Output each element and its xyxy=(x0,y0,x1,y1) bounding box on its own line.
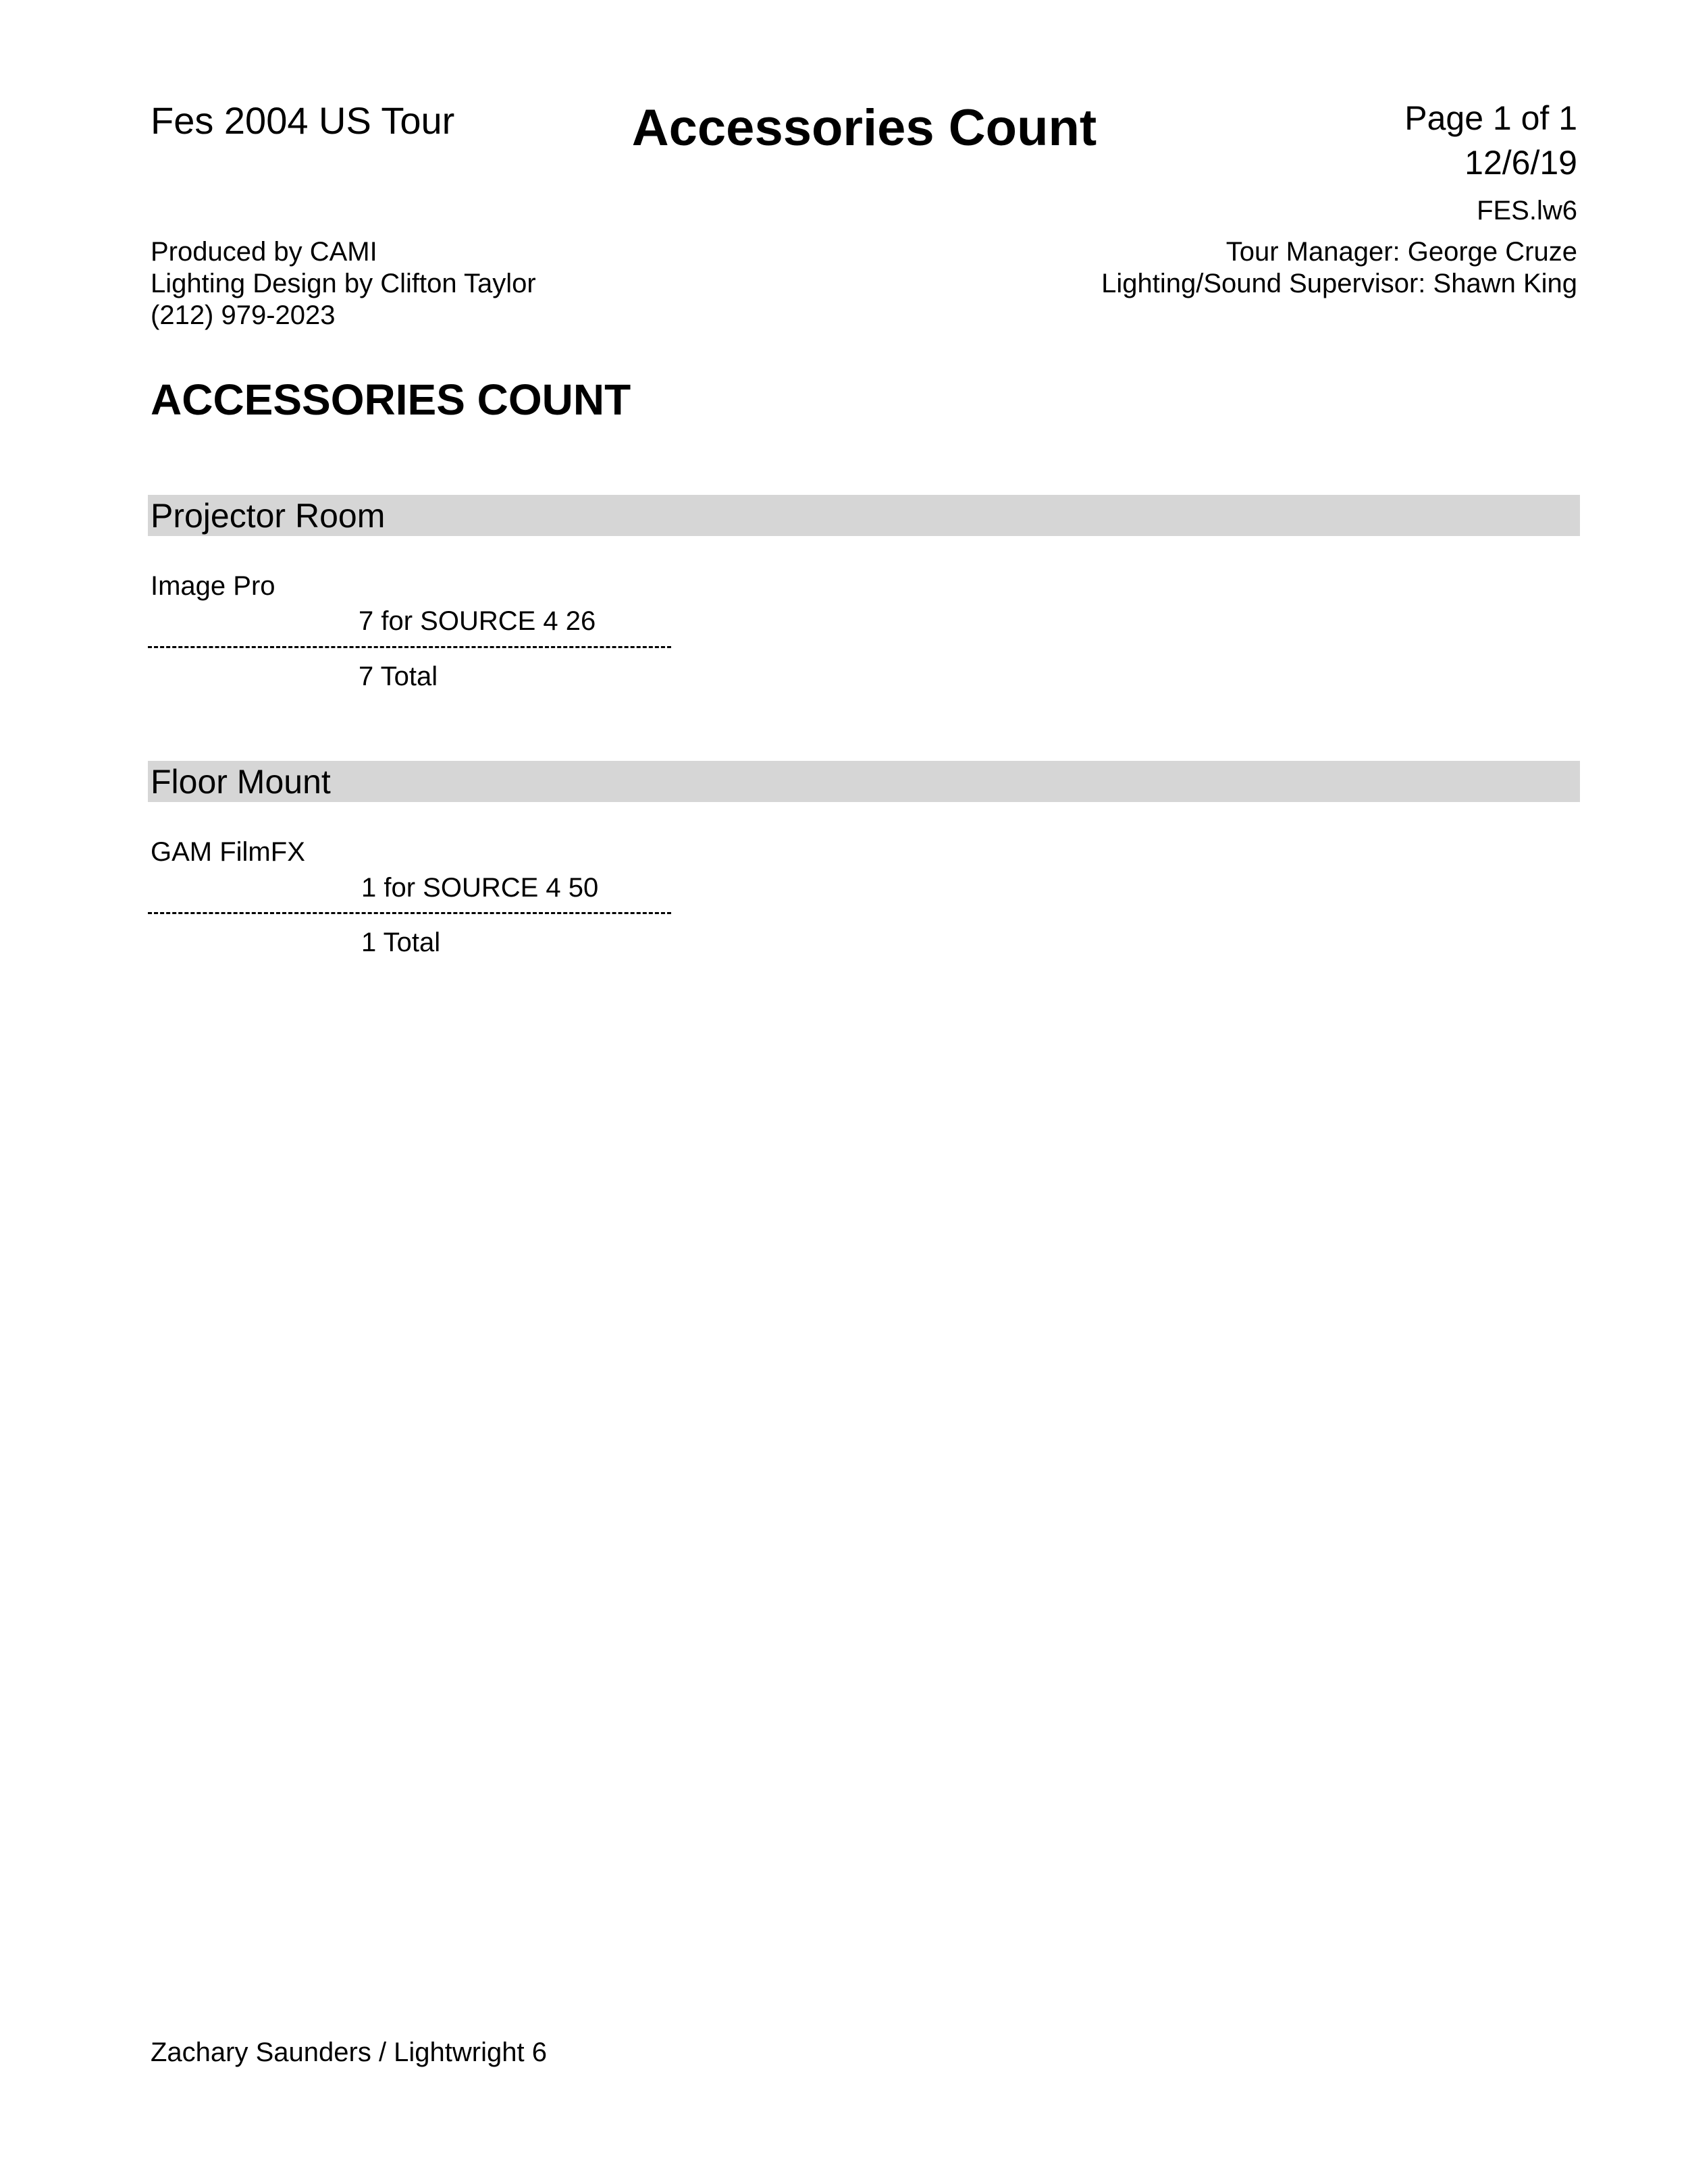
section-title: ACCESSORIES COUNT xyxy=(151,375,631,424)
show-title: Fes 2004 US Tour xyxy=(151,99,455,142)
accessory-count-line: 7 for SOURCE 4 26 xyxy=(359,606,596,636)
accessory-count-line: 1 for SOURCE 4 50 xyxy=(361,873,599,903)
accessory-total: 1 Total xyxy=(361,928,441,957)
group-name: Projector Room xyxy=(151,497,386,535)
report-title: Accessories Count xyxy=(631,99,1097,157)
phone-line: (212) 979-2023 xyxy=(151,300,336,330)
production-info xyxy=(151,236,536,331)
accessory-total: 7 Total xyxy=(359,662,438,691)
staff-info xyxy=(1101,236,1577,300)
accessory-name: GAM FilmFX xyxy=(151,837,305,867)
footer-credit: Zachary Saunders / Lightwright 6 xyxy=(151,2037,547,2067)
page-number: Page 1 of 1 xyxy=(1404,99,1577,137)
producer-line: Produced by CAMI xyxy=(151,237,377,267)
accessory-name: Image Pro xyxy=(151,571,275,601)
tour-manager-line: Tour Manager: George Cruze xyxy=(1225,237,1577,267)
designer-line: Lighting Design by Clifton Taylor xyxy=(151,269,536,298)
dashed-divider xyxy=(148,646,671,648)
file-name: FES.lw6 xyxy=(1477,196,1577,225)
report-date: 12/6/19 xyxy=(1465,144,1577,182)
supervisor-line: Lighting/Sound Supervisor: Shawn King xyxy=(1101,269,1577,298)
group-header-floor-mount xyxy=(148,761,1580,802)
group-name: Floor Mount xyxy=(151,763,331,801)
dashed-divider xyxy=(148,912,671,914)
group-header-projector-room xyxy=(148,495,1580,536)
